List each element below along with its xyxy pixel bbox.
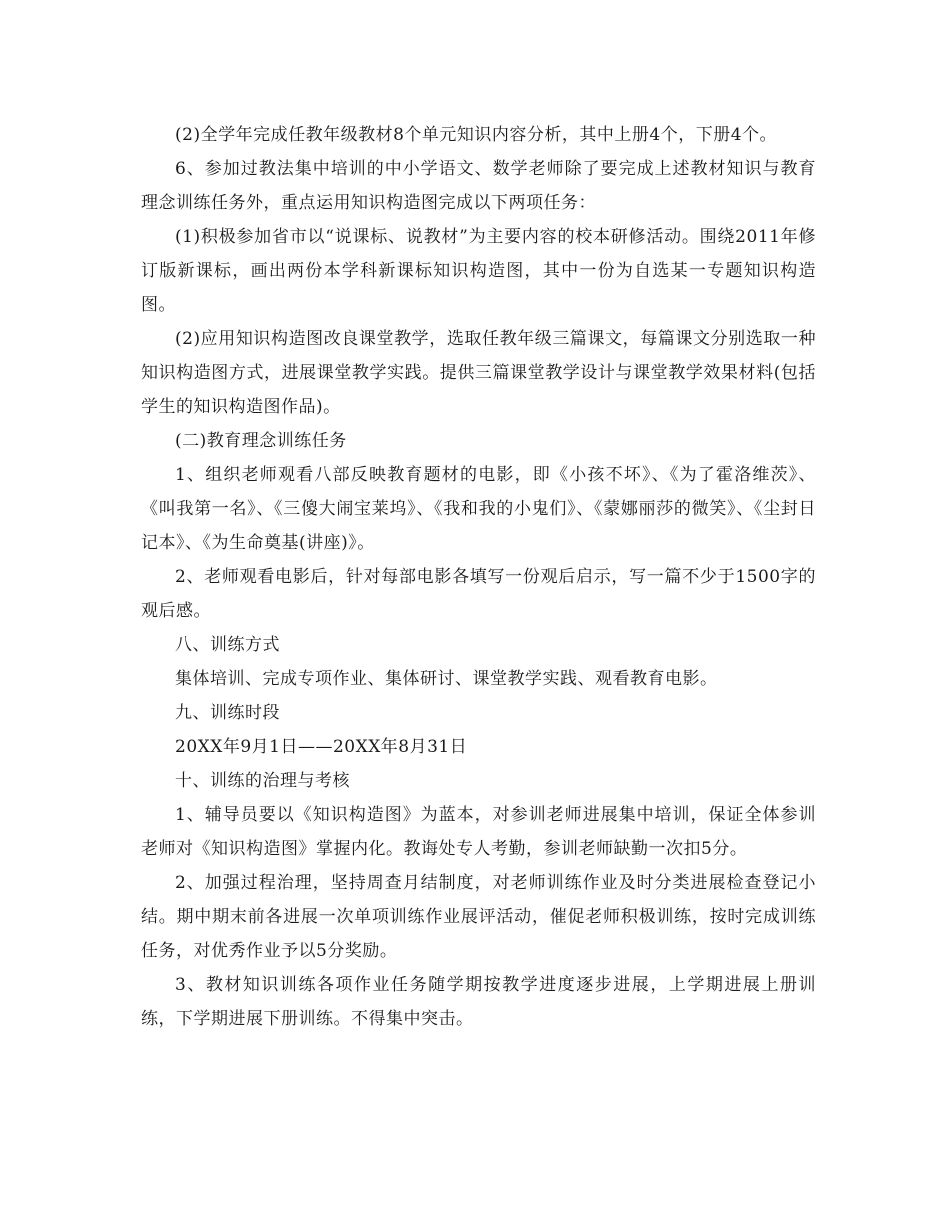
paragraph-training-period: 20XX年9月1日——20XX年8月31日 xyxy=(175,737,468,757)
document-body xyxy=(141,118,816,1036)
paragraph-management-3: 3、教材知识训练各项作业任务随学期按教学进度逐步进展，上学期进展上册训练，下学期进展下册训练。不得集中突击。 xyxy=(141,975,816,1029)
section-heading-education-concept: (二)教育理念训练任务 xyxy=(175,431,347,451)
paragraph-training-method: 集体培训、完成专项作业、集体研讨、课堂教学实践、观看教育电影。 xyxy=(175,669,718,689)
section-heading-management: 十、训练的治理与考核 xyxy=(175,771,350,791)
paragraph-sub-2: (2)应用知识构造图改良课堂教学，选取任教年级三篇课文，每篇课文分别选取一种知识构造图方式，进展课堂教学实践。提供三篇课堂教学设计与课堂教学效果材料(包括学生的知识构造图作品)。 xyxy=(141,329,816,417)
paragraph-management-2: 2、加强过程治理，坚持周查月结制度，对老师训练作业及时分类进展检查登记小结。期中期末前各进展一次单项训练作业展评活动，催促老师积极训练，按时完成训练任务，对优秀作业予以5分奖励。 xyxy=(141,873,816,961)
paragraph-reflection: 2、老师观看电影后，针对每部电影各填写一份观后启示，写一篇不少于1500字的观后感。 xyxy=(141,567,816,621)
section-heading-training-method: 八、训练方式 xyxy=(175,635,280,655)
section-heading-training-period: 九、训练时段 xyxy=(175,703,280,723)
paragraph-analysis-task: (2)全学年完成任教年级教材8个单元知识内容分析，其中上册4个，下册4个。 xyxy=(175,125,778,145)
paragraph-item-6: 6、参加过教法集中培训的中小学语文、数学老师除了要完成上述教材知识与教育理念训练任务外，重点运用知识构造图完成以下两项任务： xyxy=(141,159,816,213)
paragraph-sub-1: (1)积极参加省市以“说课标、说教材”为主要内容的校本研修活动。围绕2011年修订版新课标，画出两份本学科新课标知识构造图，其中一份为自选某一专题知识构造图。 xyxy=(141,227,816,315)
paragraph-movies: 1、组织老师观看八部反映教育题材的电影，即《小孩不坏》、《为了霍洛维茨》、《叫我第一名》、《三傻大闹宝莱坞》、《我和我的小鬼们》、《蒙娜丽莎的微笑》、《尘封日记本》、《为生命奠基(讲座)》。 xyxy=(141,465,816,553)
paragraph-management-1: 1、辅导员要以《知识构造图》为蓝本，对参训老师进展集中培训，保证全体参训老师对《知识构造图》掌握内化。教诲处专人考勤，参训老师缺勤一次扣5分。 xyxy=(141,805,816,859)
